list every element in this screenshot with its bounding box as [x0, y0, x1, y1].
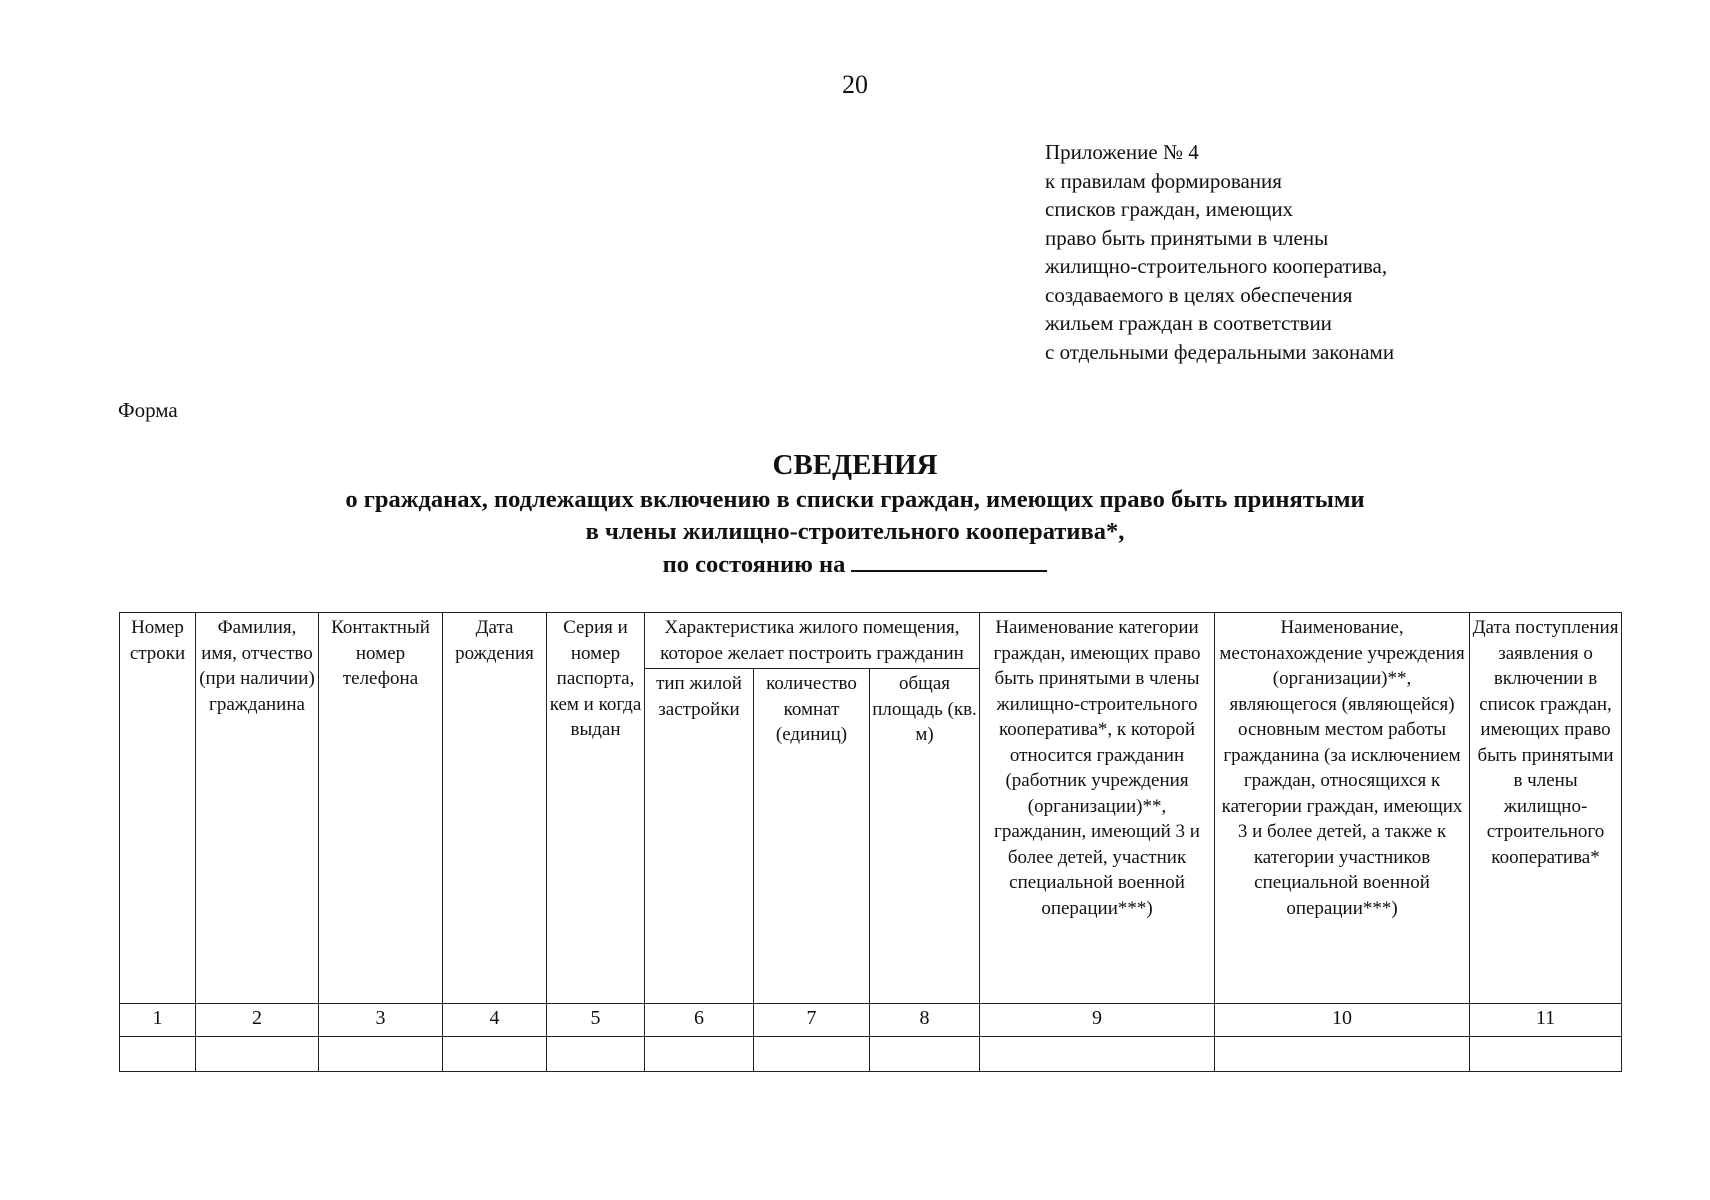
column-number: 3 [319, 1004, 443, 1037]
appendix-line: жилищно-строительного кооператива, [1045, 254, 1388, 278]
date-blank-field[interactable] [851, 548, 1047, 572]
appendix-note [1045, 138, 1394, 366]
empty-cell[interactable] [319, 1037, 443, 1072]
header-cell-row-number: Номер строки [120, 613, 196, 1004]
header-cell-full-name: Фамилия, имя, отчество (при наличии) гражданина [196, 613, 319, 1004]
header-cell-total-area: общая площадь (кв. м) [870, 669, 980, 1004]
appendix-line: создаваемого в целях обеспечения [1045, 282, 1353, 307]
column-number: 7 [754, 1004, 870, 1037]
appendix-line: право быть принятыми в члены [1045, 225, 1329, 250]
column-number-row [120, 1004, 1622, 1037]
title-line-1: о гражданах, подлежащих включению в списки граждан, имеющих право быть принятыми [345, 486, 1365, 513]
empty-cell[interactable] [443, 1037, 547, 1072]
page-number: 20 [842, 70, 868, 99]
header-cell-housing-characteristics: Характеристика жилого помещения, которое желает построить гражданин [645, 613, 980, 669]
header-cell-building-type: тип жилой застройки [645, 669, 754, 1004]
header-cell-passport: Серия и номер паспорта, кем и когда выдан [547, 613, 645, 1004]
column-number: 8 [870, 1004, 980, 1037]
column-number: 11 [1470, 1004, 1622, 1037]
title-as-of-line [0, 548, 1710, 581]
column-number: 2 [196, 1004, 319, 1037]
appendix-line: с отдельными федеральными законами [1045, 339, 1395, 364]
title-line-2: в члены жилищно-строительного кооператива*, [585, 518, 1125, 545]
empty-cell[interactable] [754, 1037, 870, 1072]
empty-cell[interactable] [980, 1037, 1215, 1072]
appendix-line: Приложение № 4 [1045, 140, 1199, 164]
column-number: 6 [645, 1004, 754, 1037]
column-number: 1 [120, 1004, 196, 1037]
citizens-form-table [119, 612, 1622, 1072]
header-cell-organization: Наименование, местонахождение учреждения (организации)**, являющегося (являющейся) основным местом работы гражданина (за исключением граждан, относящихся к категории граждан, имеющих 3 и более детей, а также к категории участников специальной военной операции***) [1215, 613, 1470, 1004]
header-cell-birth-date: Дата рождения [443, 613, 547, 1004]
column-number: 4 [443, 1004, 547, 1037]
header-cell-application-date: Дата поступления заявления о включении в список граждан, имеющих право быть принятыми в члены жилищно-строительного кооператива* [1470, 613, 1622, 1004]
column-number: 9 [980, 1004, 1215, 1037]
title-subtitle [0, 484, 1710, 581]
table-row [120, 1037, 1622, 1072]
title-line-3: по состоянию на [662, 551, 846, 578]
column-number: 10 [1215, 1004, 1470, 1037]
empty-cell[interactable] [196, 1037, 319, 1072]
empty-cell[interactable] [1470, 1037, 1622, 1072]
empty-cell[interactable] [547, 1037, 645, 1072]
appendix-line: к правилам формирования [1045, 168, 1282, 193]
header-cell-phone: Контактный номер телефона [319, 613, 443, 1004]
form-label: Форма [118, 398, 178, 422]
empty-cell[interactable] [645, 1037, 754, 1072]
header-cell-category: Наименование категории граждан, имеющих право быть принятыми в члены жилищно-строительного кооператива*, к которой относится гражданин (работник учреждения (организации)**, гражданин, имеющий 3 и более детей, участник специальной военной операции***) [980, 613, 1215, 1004]
column-number: 5 [547, 1004, 645, 1037]
appendix-line: списков граждан, имеющих [1045, 197, 1294, 221]
header-cell-room-count: количество комнат (единиц) [754, 669, 870, 1004]
title-main: СВЕДЕНИЯ [772, 449, 938, 481]
document-title [0, 446, 1710, 581]
empty-cell[interactable] [1215, 1037, 1470, 1072]
empty-cell[interactable] [870, 1037, 980, 1072]
empty-cell[interactable] [120, 1037, 196, 1072]
header-row-top [120, 613, 1622, 669]
appendix-line: жильем граждан в соответствии [1045, 311, 1332, 335]
